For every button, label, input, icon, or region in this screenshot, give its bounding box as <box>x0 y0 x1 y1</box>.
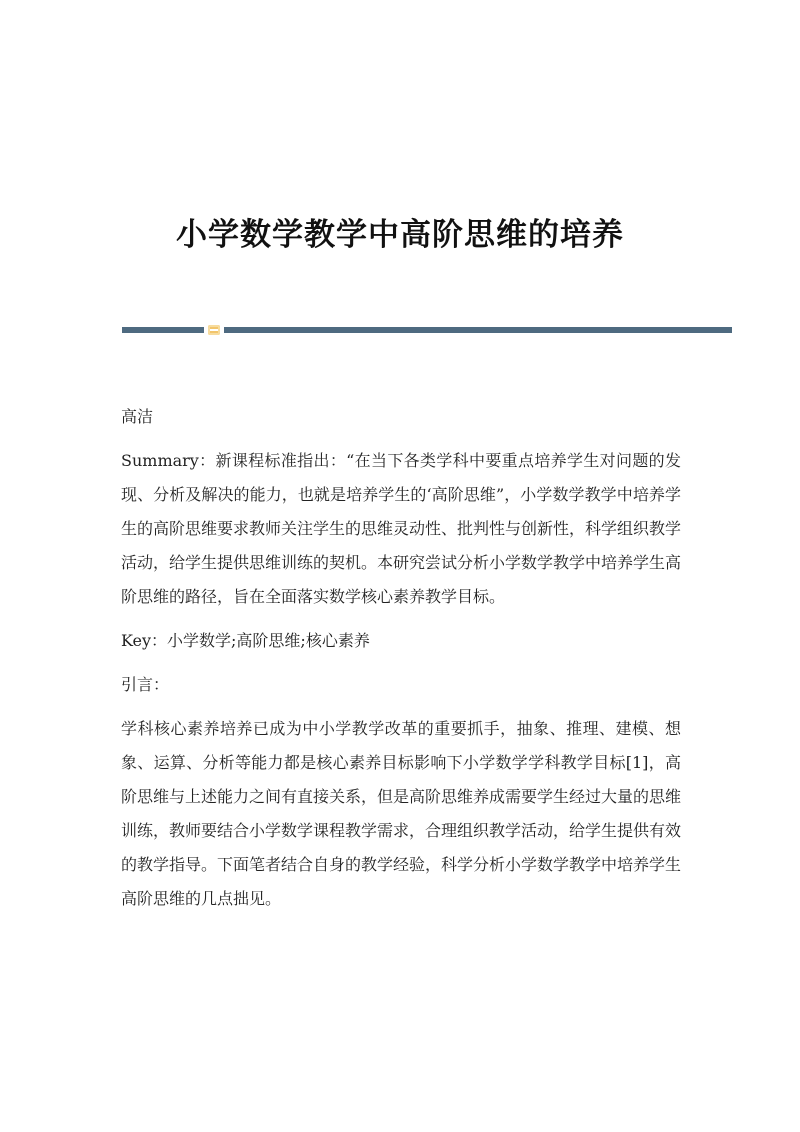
divider-bar-right <box>224 327 732 333</box>
page-title: 小学数学教学中高阶思维的培养 <box>176 216 624 253</box>
article-body <box>121 400 681 926</box>
intro-heading: 引言： <box>121 675 170 694</box>
keywords-line: Key：小学数学;高阶思维;核心素养 <box>121 631 370 650</box>
intro-paragraph: 学科核心素养培养已成为中小学教学改革的重要抓手，抽象、推理、建模、想象、运算、分析等能力都是核心素养目标影响下小学数学学科教学目标[1]，高阶思维与上述能力之间有直接关系，但是高阶思维养成需要学生经过大量的思维训练，教师要结合小学数学课程教学需求，合理组织教学活动，给学生提供有效的教学指导。下面笔者结合自身的教学经验，科学分析小学数学教学中培养学生高阶思维的几点拙见。 <box>121 719 682 908</box>
summary-paragraph: Summary：新课程标准指出：“在当下各类学科中要重点培养学生对问题的发现、分析及解决的能力，也就是培养学生的‘高阶思维”，小学数学教学中培养学生的高阶思维要求教师关注学生的思维灵动性、批判性与创新性，科学组织教学活动，给学生提供思维训练的契机。本研究尝试分析小学数学教学中培养学生高阶思维的路径，旨在全面落实数学核心素养教学目标。 <box>121 451 682 606</box>
author-name: 高洁 <box>121 407 154 426</box>
title-divider <box>122 325 732 335</box>
divider-ornament-icon <box>208 325 220 335</box>
divider-bar-left <box>122 327 204 333</box>
